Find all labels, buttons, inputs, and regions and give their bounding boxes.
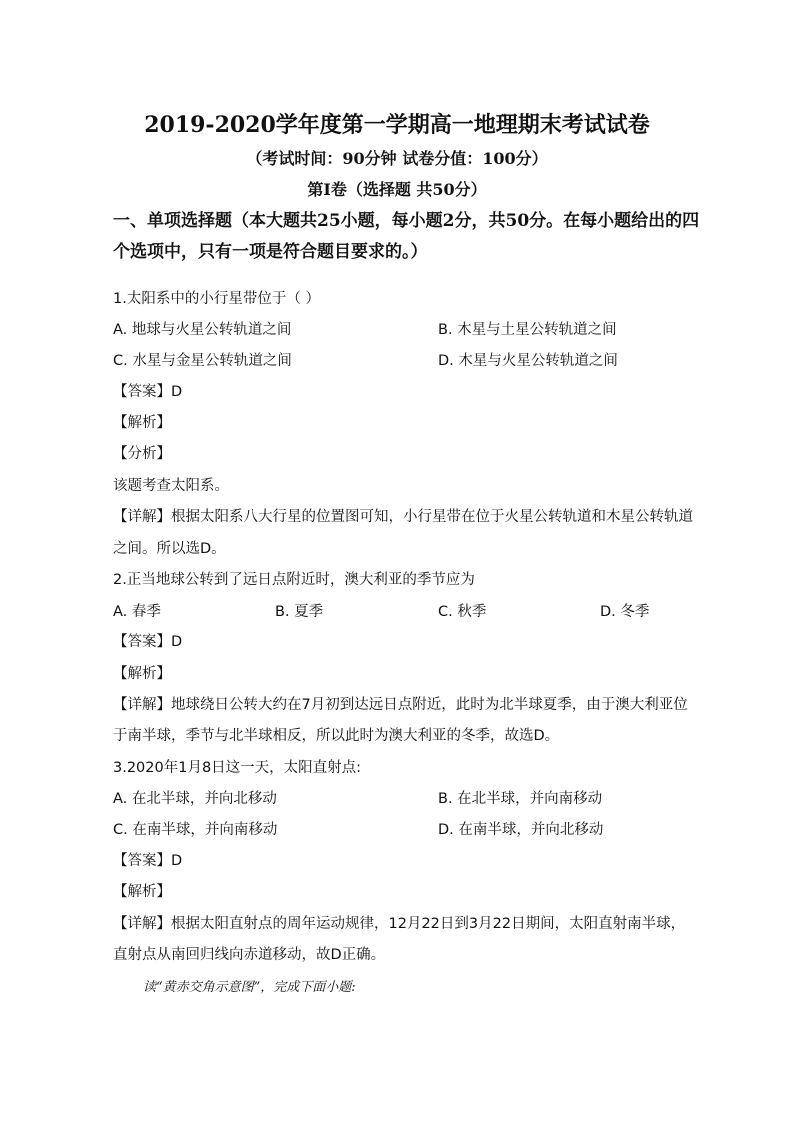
reading-prompt: 读“黄赤交角示意图”，完成下面小题: — [143, 980, 356, 995]
q3-analysis-label: 【解析】 — [113, 884, 171, 900]
q1-option-c: C. 水星与金星公转轨道之间 — [113, 353, 292, 369]
q3-answer — [113, 849, 182, 870]
q1-option-d: D. 木星与火星公转轨道之间 — [438, 353, 618, 369]
q1-fenxi-text: 该题考查太阳系。 — [113, 478, 229, 494]
page-title: 2019-2020学年度第一学期高一地理期末考试试卷 — [144, 112, 650, 138]
section-heading-line1: 一、单项选择题（本大题共25小题，每小题2分，共50分。在每小题给出的四 — [113, 211, 700, 231]
answer-label: 【答案】 — [113, 634, 171, 650]
q3-option-a: A. 在北半球，并向北移动 — [113, 791, 277, 807]
answer-value: D — [171, 384, 183, 400]
exam-info: （考试时间：90分钟 试卷分值：100分） — [246, 149, 548, 168]
q2-answer — [113, 630, 182, 651]
q1-stem: 1.太阳系中的小行星带位于（ ） — [113, 291, 320, 307]
answer-label: 【答案】 — [113, 384, 171, 400]
section-heading-line2: 个选项中，只有一项是符合题目要求的。） — [113, 242, 428, 262]
q2-option-c: C. 秋季 — [438, 604, 487, 620]
q1-answer — [113, 380, 182, 401]
q3-stem: 3.2020年1月8日这一天，太阳直射点: — [113, 760, 362, 776]
part-title: 第Ⅰ卷（选择题 共50分） — [307, 180, 487, 199]
q2-detail-line2: 于南半球，季节与北半球相反，所以此时为澳大利亚的冬季，故选D。 — [113, 728, 560, 744]
q3-detail-line1: 【详解】根据太阳直射点的周年运动规律，12月22日到3月22日期间，太阳直射南半球， — [113, 916, 686, 932]
q2-option-d: D. 冬季 — [600, 604, 650, 620]
q3-option-d: D. 在南半球，并向北移动 — [438, 822, 604, 838]
q2-stem: 2.正当地球公转到了远日点附近时，澳大利亚的季节应为 — [113, 572, 475, 588]
q2-option-b: B. 夏季 — [275, 604, 324, 620]
answer-value: D — [171, 634, 183, 650]
answer-label: 【答案】 — [113, 853, 171, 869]
q3-option-b: B. 在北半球，并向南移动 — [438, 791, 603, 807]
q1-detail-line1: 【详解】根据太阳系八大行星的位置图可知，小行星带在位于火星公转轨道和木星公转轨道 — [113, 509, 693, 525]
q2-detail-line1: 【详解】地球绕日公转大约在7月初到达远日点附近，此时为北半球夏季，由于澳大利亚位 — [113, 697, 688, 713]
q1-fenxi-label: 【分析】 — [113, 446, 171, 462]
q1-option-a: A. 地球与火星公转轨道之间 — [113, 322, 292, 338]
q1-analysis-label: 【解析】 — [113, 415, 171, 431]
q2-option-a: A. 春季 — [113, 604, 161, 620]
q1-option-b: B. 木星与土星公转轨道之间 — [438, 322, 617, 338]
q3-option-c: C. 在南半球，并向南移动 — [113, 822, 278, 838]
q3-detail-line2: 直射点从南回归线向赤道移动，故D正确。 — [113, 947, 386, 963]
q2-analysis-label: 【解析】 — [113, 666, 171, 682]
q1-detail-line2: 之间。所以选D。 — [113, 541, 226, 557]
answer-value: D — [171, 853, 183, 869]
